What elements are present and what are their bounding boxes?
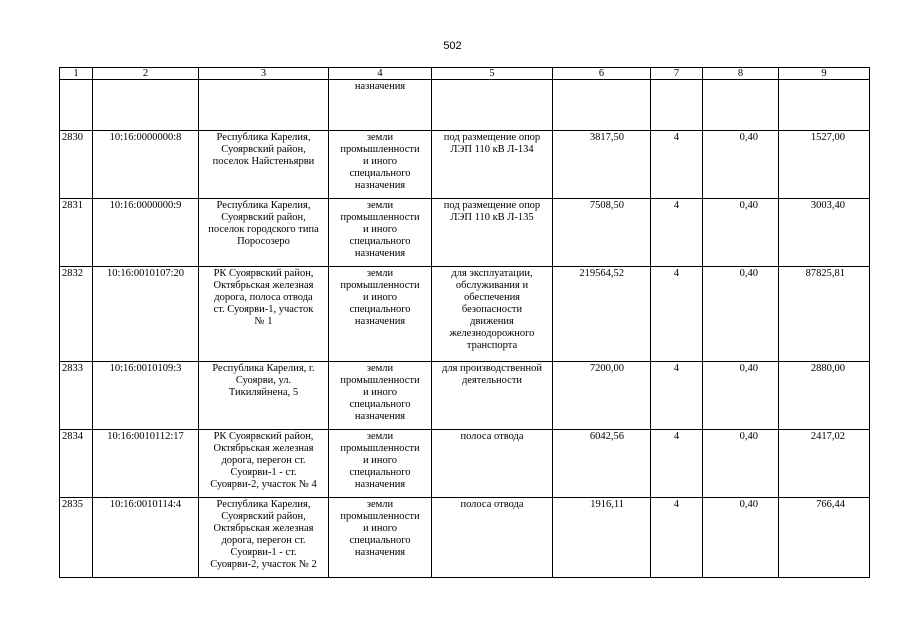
cell-land-category: земли промышленности и иного специального назначения — [329, 267, 432, 362]
cell-address: Республика Карелия, Суоярвский район, Октябрьская железная дорога, перегон ст. Суоярви-1 - ст. Суоярви-2, участок № 2 — [199, 498, 329, 578]
cell-area: 7200,00 — [553, 362, 651, 430]
cell-amount: 3003,40 — [779, 199, 870, 267]
cell-cadastral-number: 10:16:0010107:20 — [93, 267, 199, 362]
table-row — [60, 498, 870, 578]
column-header: 2 — [93, 68, 199, 80]
cell-area: 1916,11 — [553, 498, 651, 578]
cell — [60, 80, 93, 131]
cell-area: 3817,50 — [553, 131, 651, 199]
column-header: 8 — [703, 68, 779, 80]
cell-land-category: земли промышленности и иного специального назначения — [329, 199, 432, 267]
table-row — [60, 131, 870, 199]
table-row — [60, 430, 870, 498]
cell — [199, 80, 329, 131]
cell — [651, 80, 703, 131]
cell-area: 6042,56 — [553, 430, 651, 498]
cell-permitted-use: под размещение опор ЛЭП 110 кВ Л-135 — [432, 199, 553, 267]
cell-row-number: 2835 — [60, 498, 93, 578]
column-header: 3 — [199, 68, 329, 80]
cell-address: Республика Карелия, Суоярвский район, поселок Найстеньярви — [199, 131, 329, 199]
cell-amount: 2880,00 — [779, 362, 870, 430]
cell-col7: 4 — [651, 430, 703, 498]
cell-col7: 4 — [651, 131, 703, 199]
cell-col7: 4 — [651, 267, 703, 362]
cell-rate: 0,40 — [703, 267, 779, 362]
column-header: 9 — [779, 68, 870, 80]
table-row — [60, 199, 870, 267]
cell-address: Республика Карелия, г. Суоярви, ул. Тикиляйнена, 5 — [199, 362, 329, 430]
header-row — [60, 68, 870, 80]
cell-cadastral-number: 10:16:0010112:17 — [93, 430, 199, 498]
cell-amount: 87825,81 — [779, 267, 870, 362]
cell-permitted-use: под размещение опор ЛЭП 110 кВ Л-134 — [432, 131, 553, 199]
table-row — [60, 267, 870, 362]
cell-land-category: земли промышленности и иного специального назначения — [329, 131, 432, 199]
cell-area: 219564,52 — [553, 267, 651, 362]
cell-row-number: 2832 — [60, 267, 93, 362]
cell-cadastral-number: 10:16:0010114:4 — [93, 498, 199, 578]
cell-cadastral-number: 10:16:0000000:9 — [93, 199, 199, 267]
cell-land-category: земли промышленности и иного специального назначения — [329, 430, 432, 498]
cell — [703, 80, 779, 131]
cell-col7: 4 — [651, 362, 703, 430]
cell-row-number: 2834 — [60, 430, 93, 498]
cell-rate: 0,40 — [703, 430, 779, 498]
column-header: 1 — [60, 68, 93, 80]
cell-row-number: 2831 — [60, 199, 93, 267]
cell-row-number: 2830 — [60, 131, 93, 199]
table-row — [60, 362, 870, 430]
land-register-table — [59, 67, 870, 578]
cell-amount: 2417,02 — [779, 430, 870, 498]
cell-address: Республика Карелия, Суоярвский район, поселок городского типа Поросозеро — [199, 199, 329, 267]
column-header: 6 — [553, 68, 651, 80]
column-header: 5 — [432, 68, 553, 80]
continuation-row — [60, 80, 870, 131]
cell-land-category: земли промышленности и иного специального назначения — [329, 362, 432, 430]
cell-rate: 0,40 — [703, 199, 779, 267]
cell-land-category: назначения — [329, 80, 432, 131]
cell-permitted-use: для эксплуатации, обслуживания и обеспечения безопасности движения железнодорожного транспорта — [432, 267, 553, 362]
cell-cadastral-number: 10:16:0010109:3 — [93, 362, 199, 430]
cell-cadastral-number: 10:16:0000000:8 — [93, 131, 199, 199]
cell — [779, 80, 870, 131]
cell-permitted-use: для производственной деятельности — [432, 362, 553, 430]
cell-rate: 0,40 — [703, 498, 779, 578]
cell-rate: 0,40 — [703, 362, 779, 430]
cell-permitted-use: полоса отвода — [432, 430, 553, 498]
page-number: 502 — [443, 40, 462, 52]
cell-permitted-use: полоса отвода — [432, 498, 553, 578]
cell-col7: 4 — [651, 199, 703, 267]
cell-rate: 0,40 — [703, 131, 779, 199]
cell-area: 7508,50 — [553, 199, 651, 267]
cell-row-number: 2833 — [60, 362, 93, 430]
column-header: 7 — [651, 68, 703, 80]
column-header: 4 — [329, 68, 432, 80]
cell — [93, 80, 199, 131]
cell-col7: 4 — [651, 498, 703, 578]
cell-amount: 1527,00 — [779, 131, 870, 199]
cell-address: РК Суоярвский район, Октябрьская железная дорога, полоса отвода ст. Суоярви-1, участок № 1 — [199, 267, 329, 362]
cell-address: РК Суоярвский район, Октябрьская железная дорога, перегон ст. Суоярви-1 - ст. Суоярви-2, участок № 4 — [199, 430, 329, 498]
cell-amount: 766,44 — [779, 498, 870, 578]
cell-land-category: земли промышленности и иного специального назначения — [329, 498, 432, 578]
cell — [553, 80, 651, 131]
cell — [432, 80, 553, 131]
